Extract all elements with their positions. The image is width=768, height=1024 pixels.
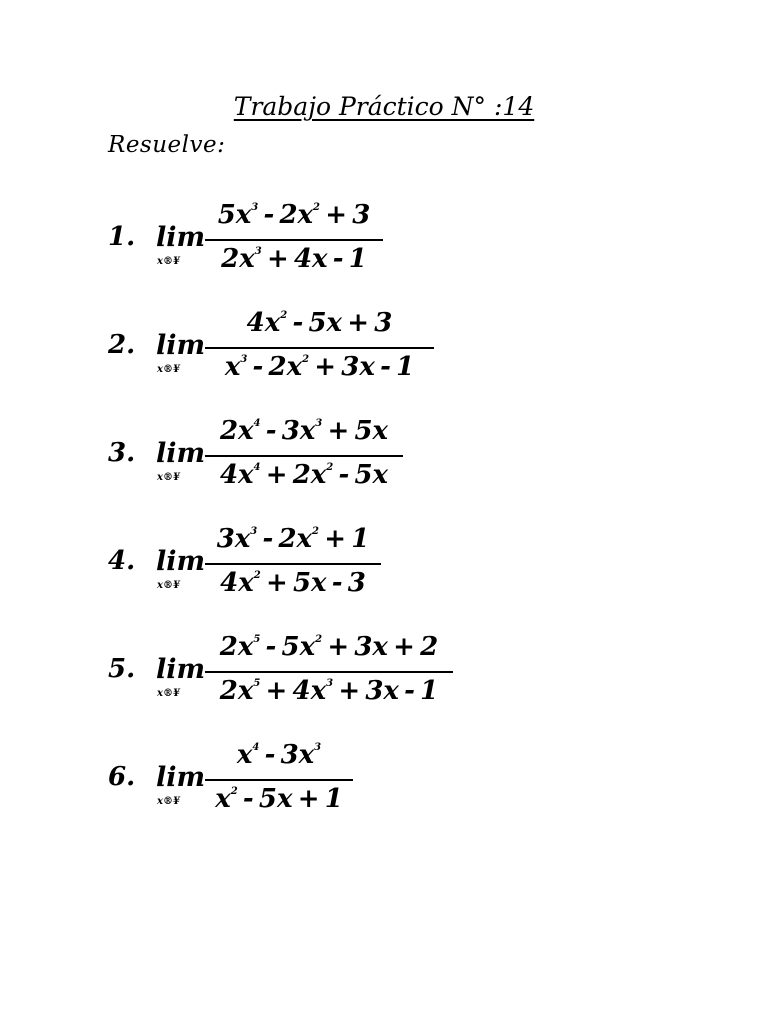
limit-operator: lim	[156, 546, 206, 577]
limit-operator: lim	[156, 654, 206, 685]
problem-item	[0, 308, 768, 388]
fraction-denominator: $2x^5 + 4x^3 + 3x - 1$	[219, 676, 439, 706]
problem-item	[0, 200, 768, 280]
fraction-denominator: $4x^4 + 2x^2 - 5x$	[219, 460, 389, 490]
fraction-bar	[205, 779, 353, 781]
limit-subscript: x®¥	[157, 688, 180, 699]
limit-operator: lim	[156, 762, 206, 793]
problem-number: 1.	[108, 222, 136, 252]
fraction-bar	[205, 347, 434, 349]
limit-operator: lim	[156, 222, 206, 253]
problem-item	[0, 416, 768, 496]
document-title: Trabajo Práctico N° :14	[233, 92, 535, 121]
limit-operator: lim	[156, 330, 206, 361]
limit-subscript: x®¥	[157, 796, 180, 807]
limit-subscript: x®¥	[157, 472, 180, 483]
limit-subscript: x®¥	[157, 364, 180, 375]
fraction-numerator: $2x^5 - 5x^2 + 3x + 2$	[219, 632, 439, 662]
problem-number: 4.	[108, 546, 136, 576]
problem-number: 2.	[108, 330, 136, 360]
instruction-text: Resuelve:	[108, 132, 226, 158]
problem-item	[0, 740, 768, 820]
fraction-denominator: $x^3 - 2x^2 + 3x - 1$	[224, 352, 415, 382]
limit-subscript: x®¥	[157, 256, 180, 267]
fraction-numerator: $4x^2 - 5x + 3$	[246, 308, 393, 338]
fraction-bar	[205, 563, 381, 565]
problem-item	[0, 524, 768, 604]
limit-operator: lim	[156, 438, 206, 469]
fraction-denominator: $2x^3 + 4x - 1$	[221, 244, 367, 274]
problem-number: 5.	[108, 654, 136, 684]
problem-number: 6.	[108, 762, 136, 792]
fraction-denominator: $4x^2 + 5x - 3$	[220, 568, 366, 598]
problem-number: 3.	[108, 438, 136, 468]
fraction-numerator: $x^4 - 3x^3$	[236, 740, 322, 770]
fraction-bar	[205, 455, 403, 457]
fraction-numerator: $5x^3 - 2x^2 + 3$	[217, 200, 371, 230]
fraction-denominator: $x^2 - 5x + 1$	[215, 784, 343, 814]
fraction-numerator: $2x^4 - 3x^3 + 5x$	[219, 416, 389, 446]
problem-item	[0, 632, 768, 712]
limit-subscript: x®¥	[157, 580, 180, 591]
fraction-numerator: $3x^3 - 2x^2 + 1$	[216, 524, 370, 554]
fraction-bar	[205, 671, 453, 673]
fraction-bar	[205, 239, 383, 241]
